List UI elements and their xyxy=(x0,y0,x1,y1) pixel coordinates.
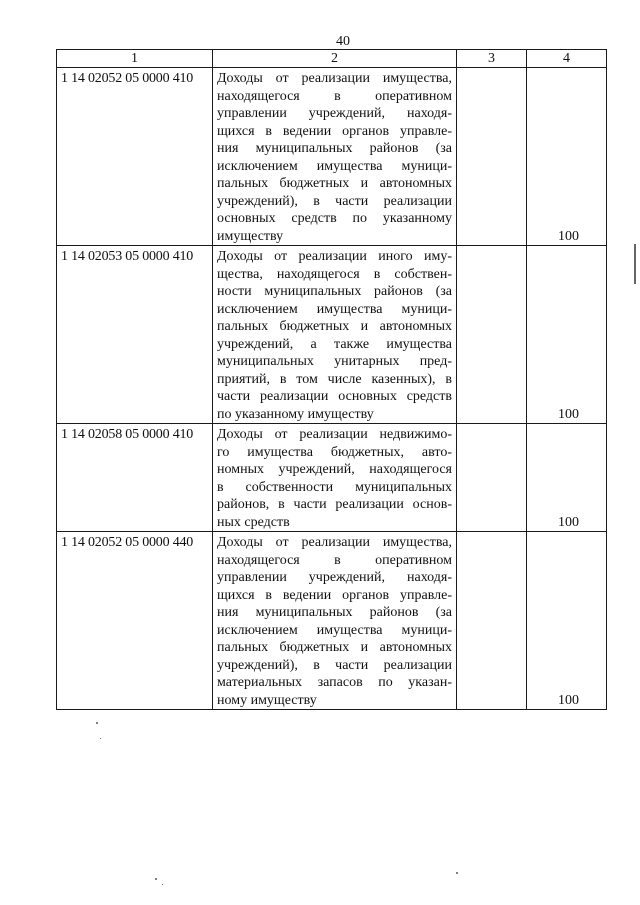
revenue-description xyxy=(213,246,457,424)
description-line: учреждений), в части реализации xyxy=(217,193,452,209)
description-line: го имущества бюджетных, авто- xyxy=(217,444,452,460)
description-line: номных учреждений, находящегося xyxy=(217,462,452,477)
description-line: пальных бюджетных и автономных xyxy=(217,640,452,655)
revenue-code: 1 14 02052 05 0000 410 xyxy=(57,68,213,246)
table-row xyxy=(57,246,607,424)
revenue-code-table xyxy=(56,49,607,710)
description-line: исключением имущества муници- xyxy=(217,158,452,174)
description-line: приятий, в том числе казенных), в xyxy=(217,371,452,387)
revenue-description xyxy=(213,424,457,532)
revenue-description xyxy=(213,68,457,246)
revenue-code: 1 14 02052 05 0000 440 xyxy=(57,532,213,710)
description-line: щества, находящегося в собствен- xyxy=(217,266,452,282)
description-line: управлении учреждений, находя- xyxy=(217,570,452,585)
header-col-4: 4 xyxy=(527,50,607,68)
revenue-code: 1 14 02053 05 0000 410 xyxy=(57,246,213,424)
description-line: находящегося в оперативном xyxy=(217,552,452,568)
description-line: учреждений), в части реализации xyxy=(217,657,452,673)
description-line: районов, в части реализации основ- xyxy=(217,497,452,512)
percentage-value: 100 xyxy=(527,424,607,532)
description-line: управлении учреждений, находя- xyxy=(217,106,452,121)
column-3-cell xyxy=(457,68,527,246)
description-line: учреждений, а также имущества xyxy=(217,336,452,352)
table-row xyxy=(57,532,607,710)
revenue-code: 1 14 02058 05 0000 410 xyxy=(57,424,213,532)
percentage-value: 100 xyxy=(527,68,607,246)
revenue-description xyxy=(213,532,457,710)
description-line: части реализации основных средств xyxy=(217,389,452,404)
description-line: Доходы от реализации недвижимо- xyxy=(217,427,452,442)
description-line: щихся в ведении органов управле- xyxy=(217,123,452,139)
description-line: находящегося в оперативном xyxy=(217,88,452,104)
description-line: ния муниципальных районов (за xyxy=(217,605,452,620)
description-line: пальных бюджетных и автономных xyxy=(217,176,452,191)
description-line: Доходы от реализации иного иму- xyxy=(217,249,452,264)
description-line: по указанному имуществу xyxy=(217,406,374,422)
description-line: муниципальных унитарных пред- xyxy=(217,354,452,369)
description-line: ных средств xyxy=(217,514,290,530)
table-row xyxy=(57,68,607,246)
table-row xyxy=(57,424,607,532)
description-line: основных средств по указанному xyxy=(217,211,452,226)
column-3-cell xyxy=(457,424,527,532)
description-line: в собственности муниципальных xyxy=(217,479,452,495)
column-3-cell xyxy=(457,246,527,424)
description-line: исключением имущества муници- xyxy=(217,622,452,638)
table-header-row xyxy=(57,50,607,68)
percentage-value: 100 xyxy=(527,246,607,424)
header-col-1: 1 xyxy=(57,50,213,68)
percentage-value: 100 xyxy=(527,532,607,710)
description-line: щихся в ведении органов управле- xyxy=(217,587,452,603)
description-line: пальных бюджетных и автономных xyxy=(217,319,452,334)
description-line: Доходы от реализации имущества, xyxy=(217,535,452,550)
description-line: материальных запасов по указан- xyxy=(217,675,452,690)
column-3-cell xyxy=(457,532,527,710)
description-line: ния муниципальных районов (за xyxy=(217,141,452,156)
description-line: ности муниципальных районов (за xyxy=(217,284,452,299)
scan-edge-mark xyxy=(634,244,636,284)
header-col-2: 2 xyxy=(213,50,457,68)
page-number: 40 xyxy=(336,34,350,49)
description-line: исключением имущества муници- xyxy=(217,301,452,317)
description-line: ному имуществу xyxy=(217,692,317,708)
header-col-3: 3 xyxy=(457,50,527,68)
description-line: имуществу xyxy=(217,228,284,244)
description-line: Доходы от реализации имущества, xyxy=(217,71,452,86)
